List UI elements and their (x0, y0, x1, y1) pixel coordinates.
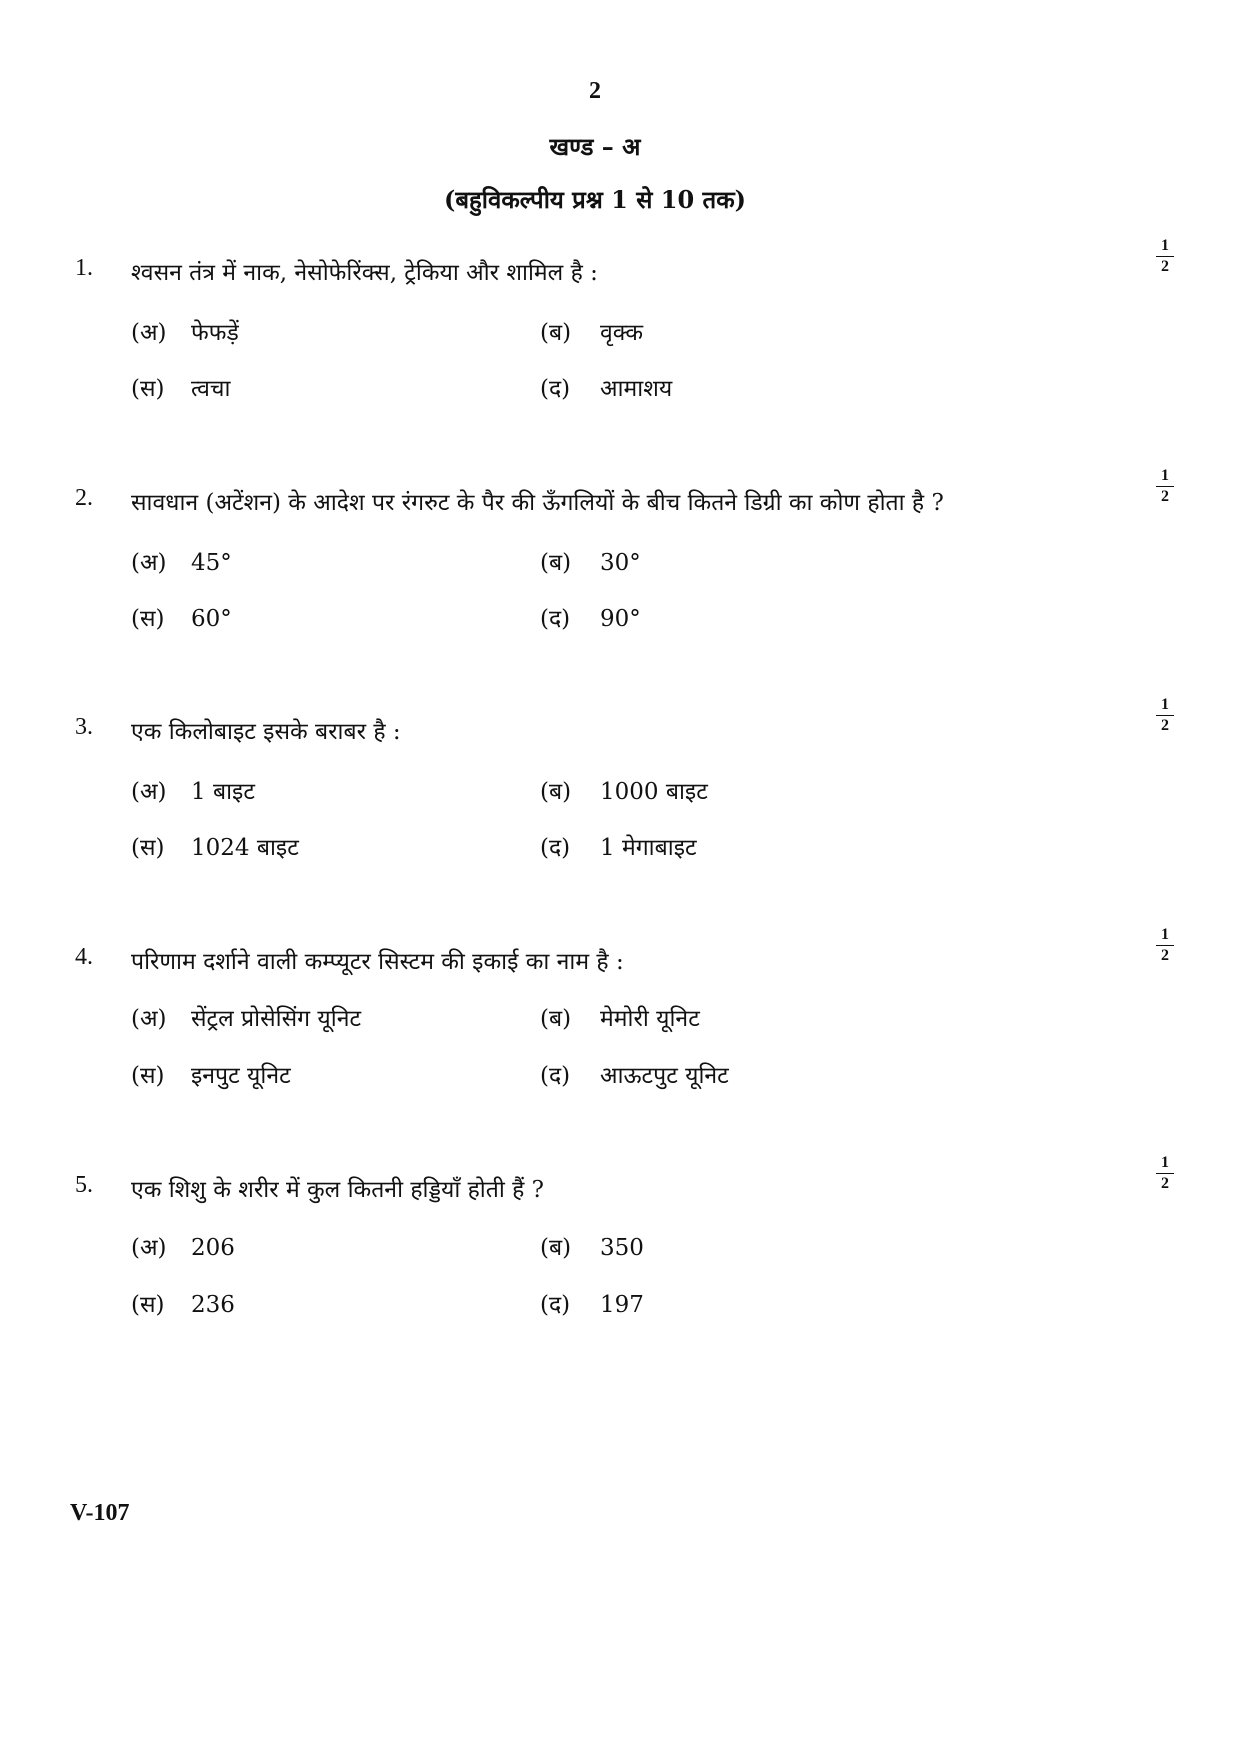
question-2 (0, 467, 1241, 715)
option-c (131, 1287, 235, 1319)
option-text: वृक्क (600, 320, 643, 346)
option-label: (द) (540, 1292, 571, 1318)
option-label: (स) (131, 376, 165, 402)
option-label: (स) (131, 1063, 165, 1089)
option-text: आमाशय (600, 376, 673, 402)
option-d (540, 601, 641, 633)
option-a (131, 1001, 361, 1033)
question-number: 3. (75, 714, 93, 740)
option-label: (ब) (540, 550, 572, 576)
question-text: सावधान (अटेंशन) के आदेश पर रंगरुट के पैर की ऊँगलियों के बीच कितने डिग्री का कोण होता है ? (131, 490, 944, 516)
option-label: (ब) (540, 1006, 572, 1032)
question-5 (0, 1154, 1241, 1402)
option-text: 1000 बाइट (600, 779, 708, 805)
question-marks (1156, 1154, 1174, 1193)
question-text: एक किलोबाइट इसके बराबर है : (131, 719, 401, 745)
option-text: 45° (191, 550, 232, 576)
option-label: (अ) (131, 1006, 167, 1032)
paper-code: V-107 (70, 1500, 130, 1526)
question-marks (1156, 926, 1174, 965)
option-label: (स) (131, 1292, 165, 1318)
question-number: 4. (75, 944, 93, 970)
option-text: त्वचा (191, 376, 231, 402)
section-title: खण्ड – अ (549, 132, 641, 161)
option-label: (ब) (540, 1235, 572, 1261)
marks-numerator: 1 (1156, 1154, 1174, 1174)
question-text: परिणाम दर्शाने वाली कम्प्यूटर सिस्टम की इकाई का नाम है : (131, 949, 624, 975)
question-number: 2. (75, 485, 93, 511)
option-d (540, 371, 672, 403)
option-b (540, 1001, 700, 1033)
option-text: 206 (191, 1235, 235, 1261)
question-number: 5. (75, 1172, 93, 1198)
option-b (540, 774, 708, 806)
option-label: (ब) (540, 320, 572, 346)
question-text: एक शिशु के शरीर में कुल कितनी हड्डियाँ होती हैं ? (131, 1177, 544, 1203)
marks-numerator: 1 (1156, 237, 1174, 257)
marks-denominator: 2 (1161, 488, 1169, 505)
page-number: 2 (589, 78, 601, 104)
option-text: 1024 बाइट (191, 835, 299, 861)
question-marks (1156, 696, 1174, 735)
option-a (131, 315, 239, 347)
option-label: (द) (540, 1063, 571, 1089)
marks-denominator: 2 (1161, 258, 1169, 275)
question-marks (1156, 467, 1174, 506)
option-text: 197 (600, 1292, 644, 1318)
option-label: (द) (540, 835, 571, 861)
option-b (540, 545, 641, 577)
option-text: आऊटपुट यूनिट (600, 1063, 729, 1089)
option-text: 60° (191, 606, 232, 632)
question-number: 1. (75, 255, 93, 281)
option-a (131, 545, 232, 577)
option-text: सेंट्रल प्रोसेसिंग यूनिट (191, 1006, 362, 1032)
question-4 (0, 926, 1241, 1174)
option-text: 1 मेगाबाइट (600, 835, 697, 861)
option-a (131, 1230, 235, 1262)
marks-numerator: 1 (1156, 926, 1174, 946)
option-label: (स) (131, 835, 165, 861)
option-text: 350 (600, 1235, 644, 1261)
option-text: इनपुट यूनिट (191, 1063, 291, 1089)
option-c (131, 371, 230, 403)
option-b (540, 1230, 644, 1262)
option-label: (ब) (540, 779, 572, 805)
question-3 (0, 696, 1241, 944)
option-text: 236 (191, 1292, 235, 1318)
option-text: 90° (600, 606, 641, 632)
option-label: (अ) (131, 1235, 167, 1261)
option-c (131, 601, 232, 633)
question-1 (0, 237, 1241, 485)
marks-numerator: 1 (1156, 696, 1174, 716)
marks-numerator: 1 (1156, 467, 1174, 487)
option-text: मेमोरी यूनिट (600, 1006, 700, 1032)
question-marks (1156, 237, 1174, 276)
option-label: (अ) (131, 550, 167, 576)
option-d (540, 830, 697, 862)
option-b (540, 315, 643, 347)
question-text: श्वसन तंत्र में नाक, नेसोफेरिंक्स, ट्रेकिया और शामिल है : (131, 260, 598, 286)
option-d (540, 1287, 644, 1319)
option-d (540, 1058, 729, 1090)
option-c (131, 830, 299, 862)
option-label: (स) (131, 606, 165, 632)
marks-denominator: 2 (1161, 717, 1169, 734)
option-text: फेफड़ें (191, 320, 239, 346)
option-text: 30° (600, 550, 641, 576)
option-label: (अ) (131, 320, 167, 346)
option-c (131, 1058, 291, 1090)
option-label: (अ) (131, 779, 167, 805)
marks-denominator: 2 (1161, 1175, 1169, 1192)
option-label: (द) (540, 606, 571, 632)
marks-denominator: 2 (1161, 947, 1169, 964)
option-text: 1 बाइट (191, 779, 255, 805)
option-a (131, 774, 255, 806)
option-label: (द) (540, 376, 571, 402)
section-subtitle: (बहुविकल्पीय प्रश्न 1 से 10 तक) (443, 185, 747, 214)
